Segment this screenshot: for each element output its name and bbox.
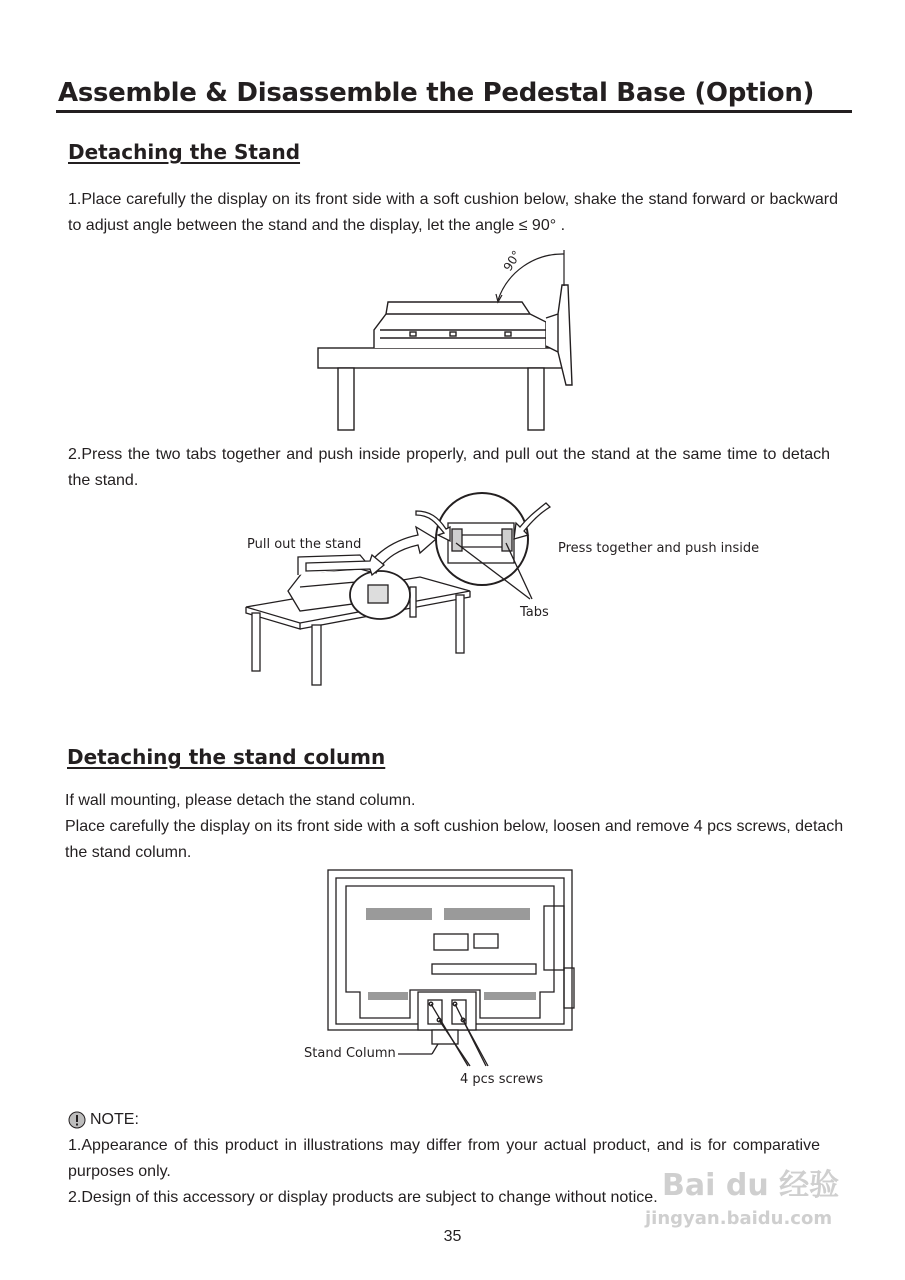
page-number: 35: [443, 1228, 462, 1245]
info-icon: [68, 1111, 86, 1129]
screws-label: 4 pcs screws: [460, 1072, 544, 1087]
step-2-text: 2.Press the two tabs together and push inside properly, and pull out the stand at the same time to detach the stand.: [68, 446, 830, 489]
note-item-1: 1.Appearance of this product in illustrations may differ from your actual product, and is for comparative purposes only.: [68, 1137, 820, 1180]
title-rule: [56, 110, 852, 113]
angle-label: 90°: [500, 248, 524, 274]
note-header: [68, 1107, 139, 1133]
figure-stand-angle: [300, 240, 590, 435]
watermark-url: jingyan.baidu.com: [645, 1208, 833, 1229]
section-heading-detaching-stand: Detaching the Stand: [68, 140, 301, 164]
page-title: Assemble & Disassemble the Pedestal Base (Option): [58, 78, 815, 108]
pull-out-stand-label: Pull out the stand: [247, 537, 362, 552]
section-heading-stand-column: Detaching the stand column: [67, 745, 386, 769]
step-1-text: 1.Place carefully the display on its front side with a soft cushion below, shake the stand forward or backward to adjust angle between the stand and the display, let the angle ≤ 90° .: [68, 191, 838, 234]
press-together-label: Press together and push inside: [558, 541, 760, 556]
tabs-label: Tabs: [520, 605, 549, 620]
figure-detach-stand: [240, 495, 570, 690]
wall-mount-text: If wall mounting, please detach the stand column.: [65, 792, 416, 809]
detach-column-text: Place carefully the display on its front side with a soft cushion below, loosen and remove 4 pcs screws, detach the stand column.: [65, 818, 844, 861]
note-item-2: 2.Design of this accessory or display products are subject to change without notice.: [68, 1189, 658, 1206]
watermark-brand: Bai du 经验: [662, 1168, 840, 1203]
note-label: NOTE:: [90, 1111, 139, 1128]
stand-column-label: Stand Column: [304, 1046, 396, 1061]
figure-display-back: [300, 868, 585, 1068]
